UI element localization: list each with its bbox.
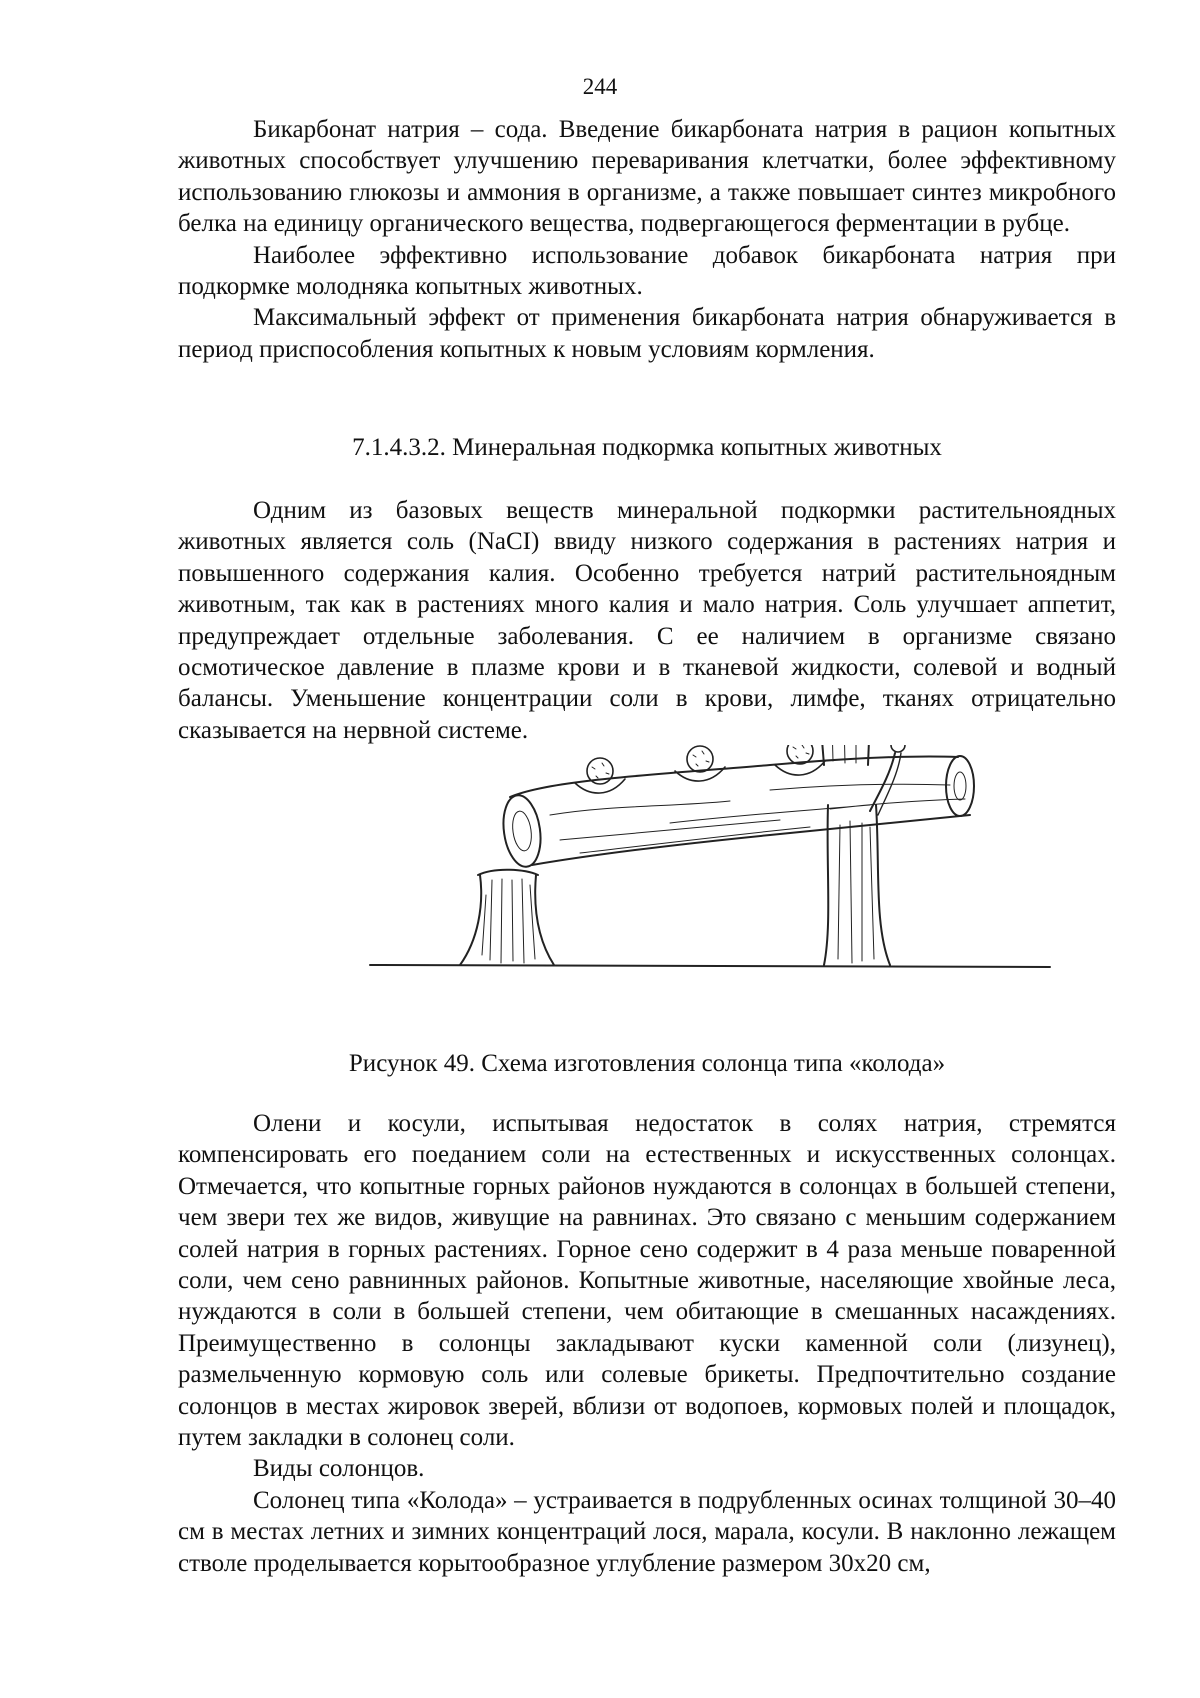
page-number: 244	[582, 74, 618, 99]
paragraph-bicarbonate: Бикарбонат натрия – сода. Введение бикарбоната натрия в рацион копытных животных способствует улучшению переваривания клетчатки, более эффективному использованию глюкозы и аммония в организме, а также повышает синтез микробного белка на единицу органического вещества, подвергающегося ферментации в рубце.	[178, 116, 1116, 238]
salt-lick-log-illustration	[350, 745, 1110, 1045]
left-stump	[460, 870, 554, 965]
log-trunk	[499, 756, 974, 869]
mineral-paragraphs	[178, 495, 1116, 746]
paragraph-deer: Олени и косули, испытывая недостаток в солях натрия, стремятся компенсировать его поеданием соли на естественных и искусственных солонцах. Отмечается, что копытные горных районов нуждаются в солонцах в большей степени, чем звери тех же видов, живущие на равнинах. Это связано с меньшим содержанием солей натрия в горных растениях. Горное сено содержит в 4 раза меньше поваренной соли, чем сено равнинных районов. Копытные животные, населяющие хвойные леса, нуждаются в соли в большей степени, чем обитающие в смешанных насаждениях. Преимущественно в солонцы закладывают куски каменной соли (лизунец), размельченную кормовую соль или солевые брикеты. Предпочтительно создание солонцов в местах жировок зверей, вблизи от водопоев, кормовых полей и площадок, путем закладки в солонец соли.	[178, 1110, 1116, 1452]
paragraph-bicarbonate-max-effect: Максимальный эффект от применения бикарбоната натрия обнаруживается в период приспособления копытных к новым условиям кормления.	[178, 304, 1116, 363]
figure-salt-lick-log	[350, 745, 1110, 1045]
salt-trough-3	[775, 745, 825, 775]
paragraph-types-heading: Виды солонцов.	[253, 1455, 425, 1483]
paragraph-salt: Одним из базовых веществ минеральной подкормки растительноядных животных является соль (NaCI) ввиду низкого содержания в растениях натрия и повышенного содержания калия. Особенно требуется натрий растительноядным животным, так как в растениях много калия и мало натрия. Соль улучшает аппетит, предупреждает отдельные заболевания. С ее наличием в организме связано осмотическое давление в плазме крови и в тканевой жидкости, солевой и водный балансы. Уменьшение концентрации соли в крови, лимфе, тканях отрицательно сказывается на нервной системе.	[178, 497, 1116, 744]
salt-trough-1	[575, 758, 625, 793]
section-heading: 7.1.4.3.2. Минеральная подкормка копытных животных	[352, 434, 942, 461]
right-stump	[820, 745, 890, 965]
paragraph-bicarbonate-young: Наиболее эффективно использование добавок бикарбоната натрия при подкормке молодняка копытных животных.	[178, 241, 1116, 301]
intro-paragraphs	[178, 114, 1116, 365]
paragraph-koloda: Солонец типа «Колода» – устраивается в подрубленных осинах толщиной 30–40 см в местах летних и зимних концентраций лося, марала, косули. В наклонно лежащем стволе проделывается корытообразное углубление размером 30х20 см,	[178, 1486, 1116, 1577]
ground-line	[370, 965, 1050, 967]
salt-lick-paragraphs	[178, 1108, 1116, 1579]
salt-trough-2	[675, 746, 725, 781]
figure-caption: Рисунок 49. Схема изготовления солонца типа «колода»	[348, 1050, 946, 1077]
